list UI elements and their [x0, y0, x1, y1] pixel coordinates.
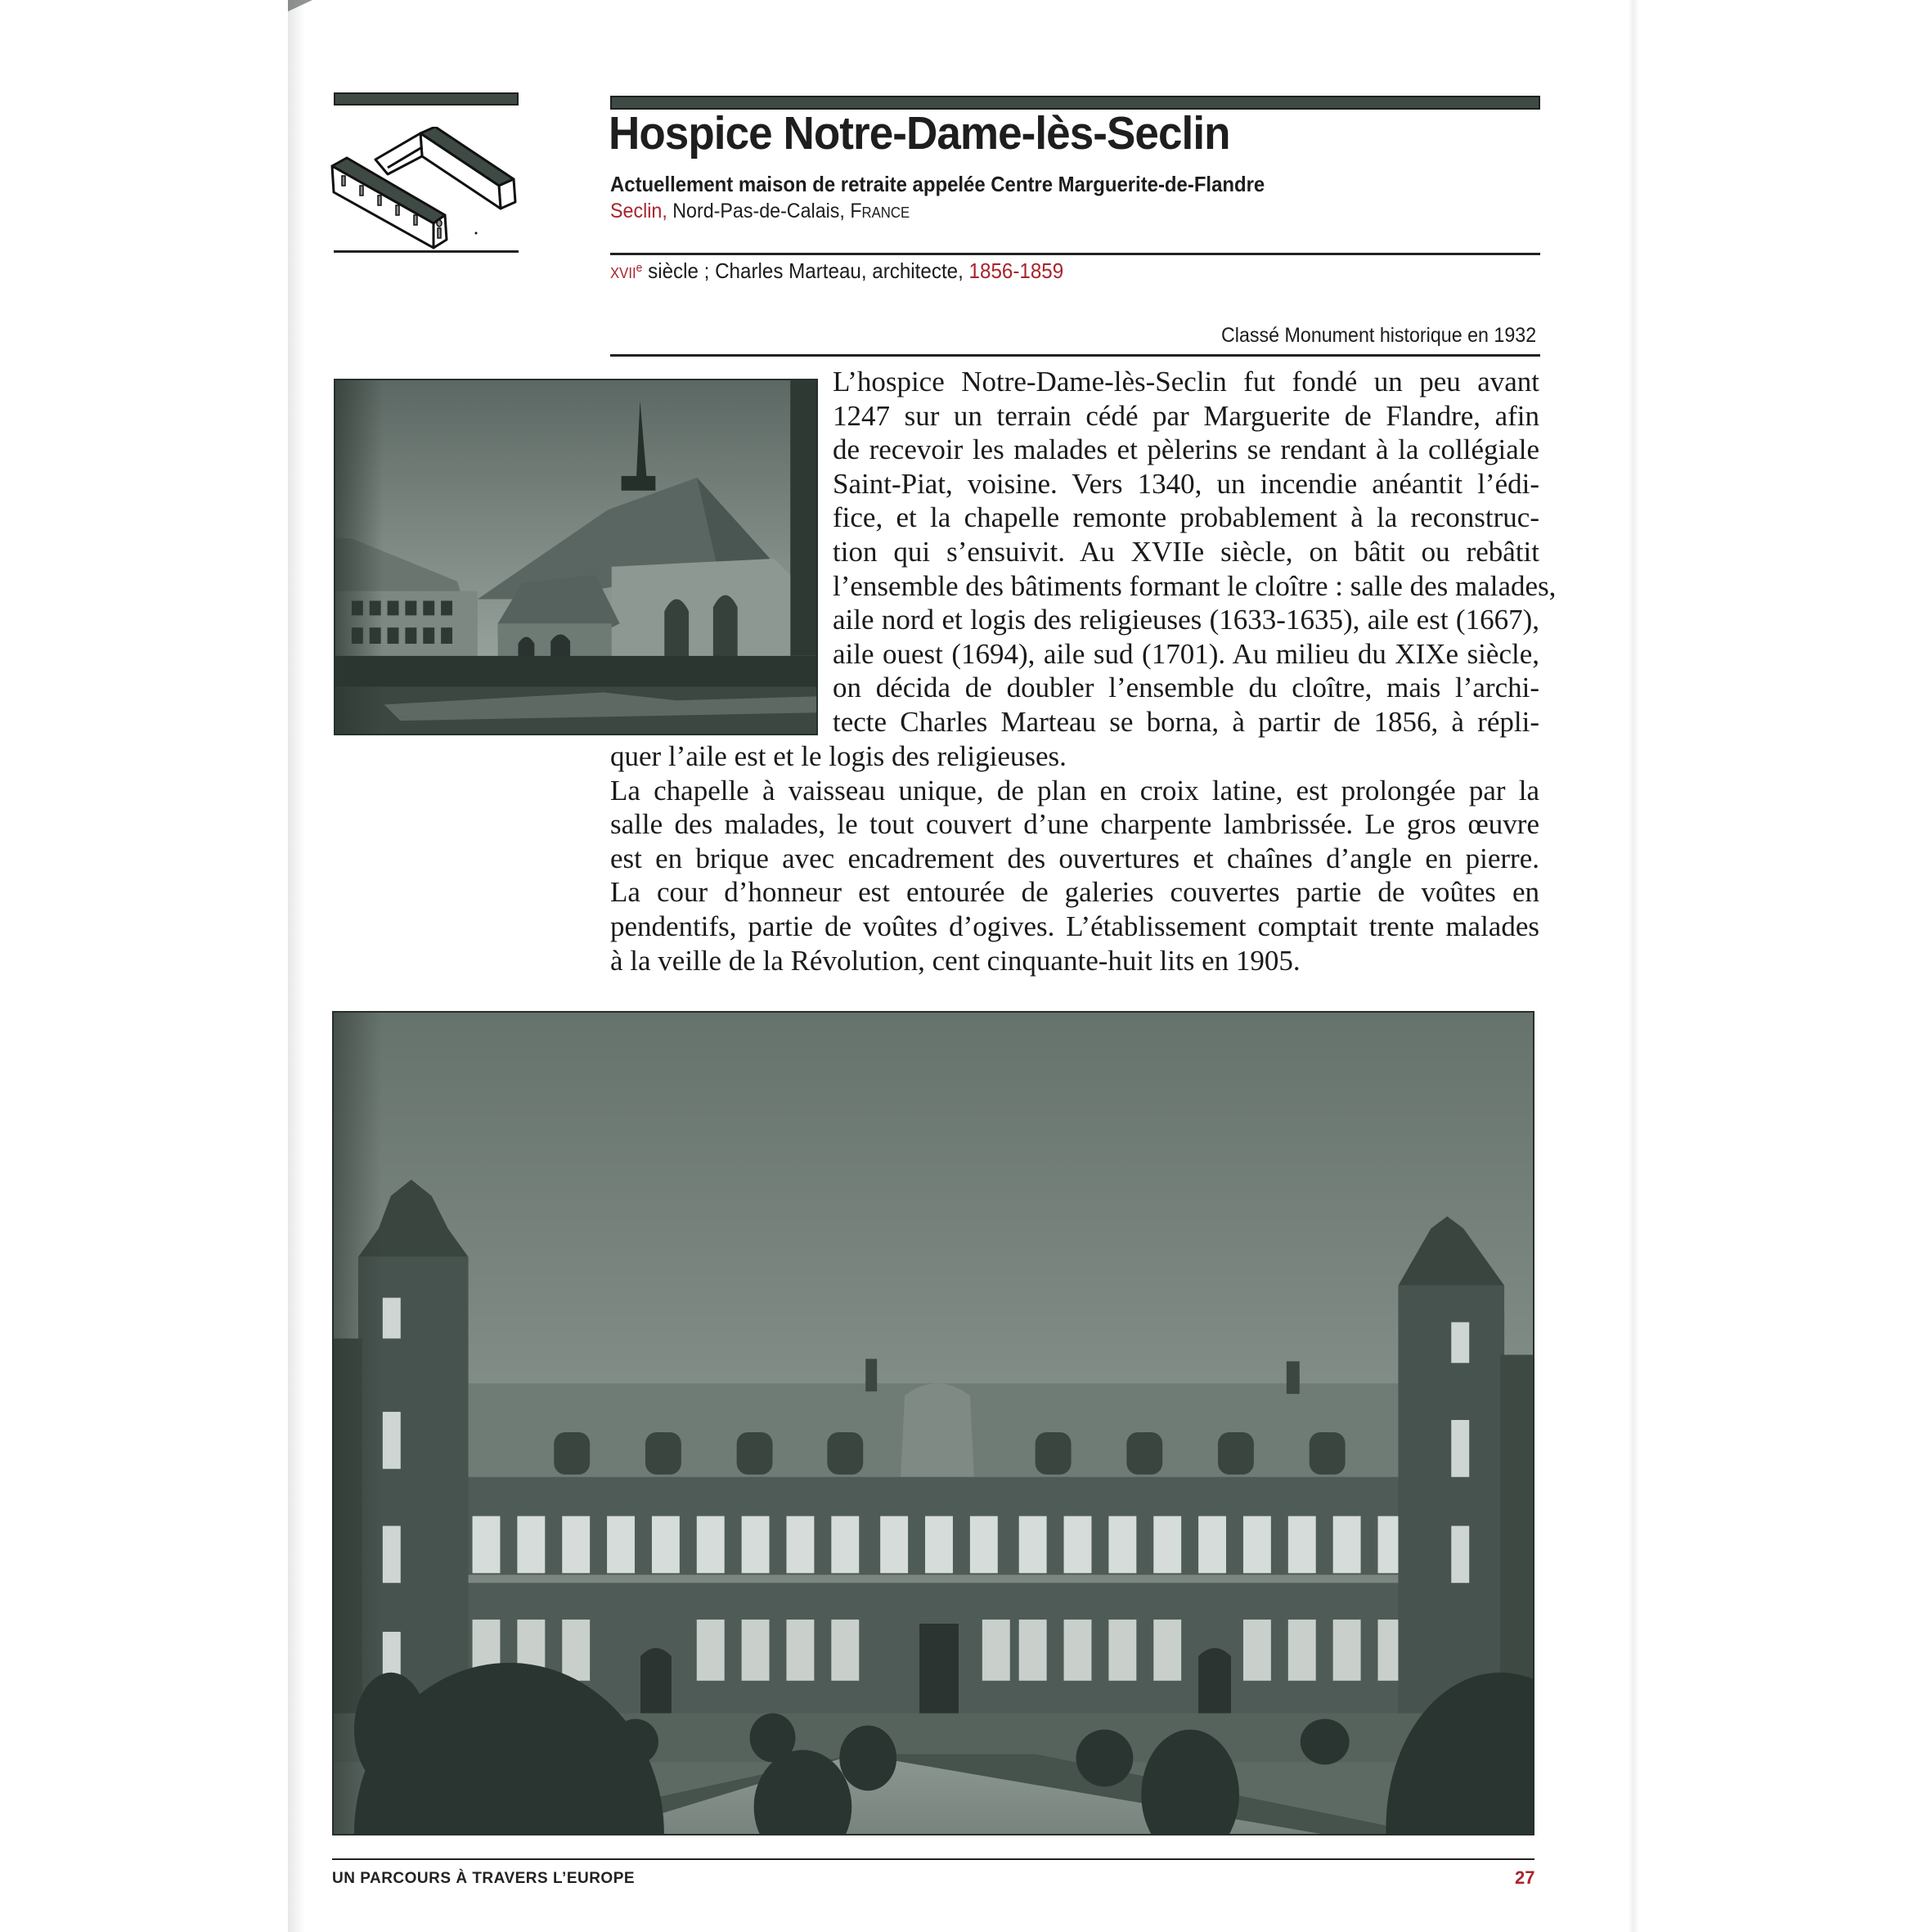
classification-rule — [610, 354, 1540, 357]
body-line: salle des malades, le tout couvert d’une charpente lambrissée. Le gros œuvre — [610, 808, 1539, 841]
classification-label: Classé Monument historique en 1932 — [1220, 324, 1536, 347]
chapel-photo — [334, 379, 818, 735]
body-line: tecte Charles Marteau se borna, à partir de 1856, à répli- — [833, 705, 1539, 738]
header-rule-right — [610, 253, 1540, 255]
body-line: Saint-Piat, voisine. Vers 1340, un incendie anéantit l’édi- — [833, 467, 1539, 500]
page-gutter-shadow — [288, 0, 306, 1932]
body-line: à la veille de la Révolution, cent cinquante-huit lits en 1905. — [610, 944, 1301, 977]
body-text-full — [610, 739, 1539, 977]
page-title: Hospice Notre-Dame-lès-Seclin — [609, 107, 1230, 160]
cloister-facade-photo — [332, 1011, 1534, 1835]
cloister-building-icon — [330, 127, 527, 249]
dating-line — [610, 258, 1063, 284]
body-line: aile nord et logis des religieuses (1633-1635), aile est (1667), — [833, 604, 1539, 636]
body-line: pendentifs, partie de voûtes d’ogives. L’établissement comptait trente malades — [610, 910, 1539, 942]
body-line: fice, et la chapelle remonte probablement à la reconstruc- — [833, 501, 1539, 534]
body-line: on décida de doubler l’ensemble du cloître, mais l’archi- — [833, 672, 1539, 704]
body-line: de recevoir les malades et pèlerins se rendant à la collégiale — [833, 434, 1539, 466]
century-numeral: XVII — [610, 265, 636, 281]
body-line: L’hospice Notre-Dame-lès-Seclin fut fondé un peu avant — [833, 366, 1539, 398]
body-line: La cour d’honneur est entourée de galeries couvertes partie de voûtes en — [610, 876, 1539, 909]
location-line — [610, 200, 910, 223]
scan-background — [0, 0, 288, 1932]
page-number: 27 — [1515, 1867, 1535, 1888]
footer-rule — [332, 1858, 1534, 1860]
header-rule-left — [334, 250, 519, 253]
subtitle: Actuellement maison de retraite appelée Centre Marguerite-de-Flandre — [610, 172, 1265, 196]
location-town: Seclin, — [610, 200, 667, 222]
body-line: tion qui s’ensuivit. Au XVIIe siècle, on bâtit ou rebâtit — [833, 535, 1539, 568]
body-line: l’ensemble des bâtiments formant le cloître : salle des malades, — [833, 569, 1557, 602]
body-text-wrapped — [833, 365, 1557, 739]
body-line: La chapelle à vaisseau unique, de plan en croix latine, est prolongée par la — [610, 774, 1539, 806]
header-bar-left — [334, 92, 519, 106]
page-right-edge — [1628, 0, 1639, 1932]
location-country: France — [850, 200, 910, 222]
location-region: Nord-Pas-de-Calais, — [672, 200, 845, 222]
body-line: 1247 sur un terrain cédé par Marguerite de Flandre, afin — [833, 399, 1539, 432]
body-line: aile ouest (1694), aile sud (1701). Au milieu du XIXe siècle, — [833, 637, 1539, 670]
dating-years: 1856-1859 — [968, 258, 1064, 283]
dating-text: siècle ; Charles Marteau, architecte, — [648, 258, 964, 283]
body-line: est en brique avec encadrement des ouvertures et chaînes d’angle en pierre. — [610, 842, 1539, 874]
century-superscript: e — [636, 261, 643, 275]
body-line: quer l’aile est et le logis des religieuses. — [610, 740, 1067, 772]
running-title: UN PARCOURS À TRAVERS L’EUROPE — [332, 1870, 636, 1887]
